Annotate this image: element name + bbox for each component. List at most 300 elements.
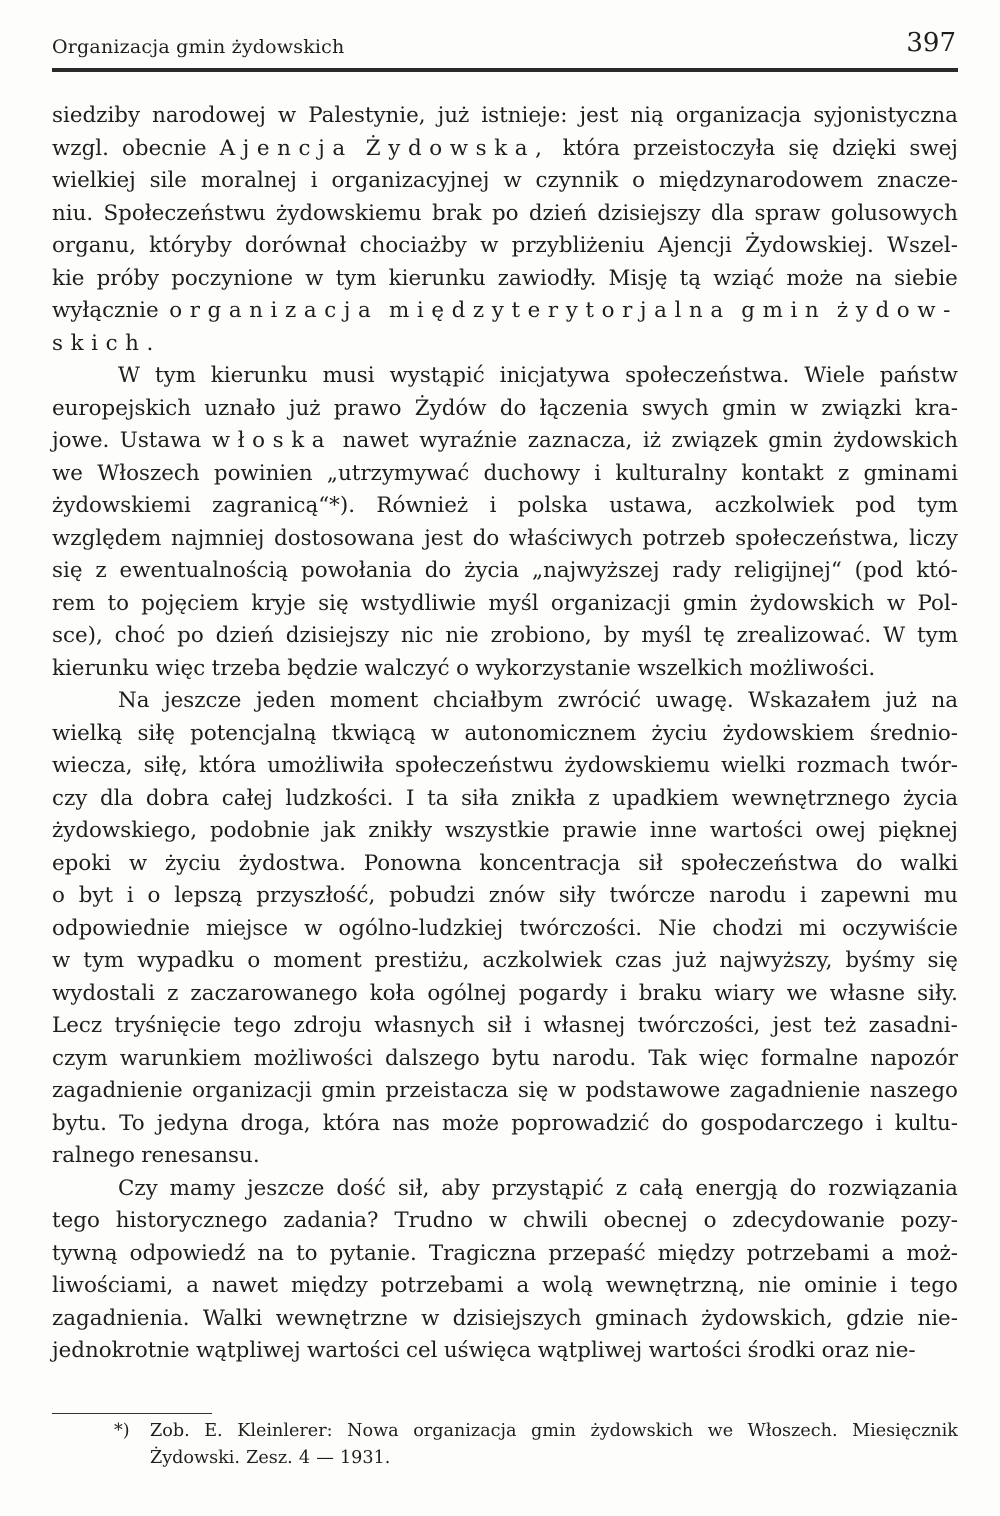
word: nawet	[342, 428, 409, 453]
word: pięknej	[878, 818, 958, 843]
word: siły.	[917, 980, 958, 1006]
word: któ-	[916, 558, 958, 583]
footnote-word: —	[316, 1448, 334, 1468]
word: o	[147, 883, 161, 908]
word: całej	[221, 785, 273, 811]
word: społeczeństwa.	[625, 363, 790, 388]
word: potrzeb	[642, 525, 726, 551]
word: moralnej	[200, 168, 297, 193]
word: ralnego	[52, 1143, 135, 1168]
word: między	[290, 1273, 368, 1298]
word: gmin	[741, 298, 827, 323]
footnote-word: Zesz.	[246, 1448, 293, 1468]
word: Ustawa	[119, 428, 202, 453]
word: polska	[517, 493, 588, 518]
word: dzisiejszych	[452, 1305, 582, 1331]
word: kie	[52, 265, 85, 291]
word: tę	[703, 623, 725, 648]
word: myśl	[641, 623, 692, 648]
word: prawie	[562, 818, 638, 843]
word: wolą	[542, 1273, 593, 1298]
word: Ajencja	[219, 135, 353, 161]
word: dobra	[145, 785, 210, 811]
footnote-word: Kleinlerer:	[237, 1421, 333, 1441]
footnote-word: 1931.	[339, 1448, 391, 1468]
word: umożliwiła	[267, 753, 384, 778]
text-line	[52, 263, 958, 296]
footnote-word: organizacja	[413, 1421, 517, 1441]
word: Ponowna	[363, 850, 462, 876]
word: kierunku	[52, 655, 149, 681]
word: poprowadzić	[511, 1110, 650, 1136]
word: czy	[52, 785, 88, 811]
word: już	[674, 948, 707, 973]
word: Na	[118, 688, 150, 713]
word: naszego	[869, 1078, 958, 1103]
word: Nie	[658, 915, 697, 941]
word: zdecydowanie	[732, 1208, 885, 1233]
word: Również	[376, 493, 469, 518]
word: związki	[821, 395, 902, 421]
word: dostosowana	[274, 525, 415, 551]
word: do	[661, 1110, 689, 1136]
word: obecnej	[603, 1208, 688, 1233]
word: ewentualnością	[119, 558, 289, 583]
word: trzeba	[211, 655, 281, 681]
word: mu	[923, 883, 958, 908]
word: pogardy	[518, 980, 608, 1006]
word: może	[786, 265, 844, 291]
word: napozór	[870, 1045, 958, 1071]
word: przyszłość,	[256, 883, 376, 908]
footnote-word: Miesięcznik	[852, 1421, 958, 1441]
word: dzień	[528, 200, 588, 226]
word: rozmach	[796, 753, 890, 778]
word: średnio-	[869, 720, 958, 746]
word: nie-	[875, 1338, 916, 1363]
text-line	[52, 425, 958, 458]
word: Lecz	[52, 1013, 103, 1038]
word: więc	[698, 1045, 749, 1071]
word: rozwiązania	[828, 1175, 958, 1201]
word: walczyć	[364, 655, 450, 681]
word: aby	[441, 1175, 480, 1201]
word: względem	[52, 525, 162, 551]
word: siedziby	[52, 103, 141, 128]
footnote-rule	[52, 1413, 212, 1414]
word: na	[931, 688, 958, 713]
word: ta	[427, 785, 449, 811]
word: sił,	[397, 1175, 430, 1201]
word: dzięki	[831, 135, 897, 161]
word: i	[310, 168, 318, 193]
word: w	[503, 168, 522, 193]
word: gmin	[722, 395, 777, 421]
word: organizacyjnej	[331, 168, 490, 193]
word: wielką	[52, 720, 123, 746]
word: wewnętrzne	[275, 1305, 408, 1331]
word: środki	[747, 1338, 816, 1363]
word: kierunku	[210, 363, 308, 388]
footnote-word: Zob.	[150, 1421, 190, 1441]
word: gminami	[863, 460, 958, 486]
word: myśl	[488, 590, 539, 616]
word: zagadnienia.	[52, 1305, 190, 1331]
text-line	[52, 1173, 958, 1206]
word: zagadnienie	[52, 1078, 183, 1103]
word: z	[588, 785, 600, 811]
word: o	[456, 655, 469, 681]
word: Trudno	[394, 1208, 473, 1233]
word: jeszcze	[246, 1175, 325, 1201]
word: gminach	[594, 1305, 688, 1331]
word: w	[480, 233, 499, 258]
footnote-word: we	[707, 1421, 734, 1441]
word: organizacja	[169, 298, 379, 323]
word: koła	[369, 980, 416, 1006]
word: rem	[52, 590, 96, 616]
word: to	[296, 1240, 318, 1266]
word: życia	[464, 558, 520, 583]
text-line	[52, 978, 958, 1011]
footnote-word: E.	[204, 1421, 223, 1441]
text-line	[52, 815, 958, 848]
word: Żydów	[414, 395, 487, 421]
word: kultu-	[894, 1110, 958, 1136]
word: byt	[78, 883, 114, 908]
word: żydowskiemi	[52, 493, 191, 518]
word: chociażby	[359, 233, 467, 258]
word: organizacji	[550, 590, 671, 616]
word: wszystkie	[444, 818, 550, 843]
word: narodu	[709, 883, 787, 908]
word: ludzkości.	[285, 785, 394, 811]
word: dzisiejszy	[597, 200, 701, 226]
word: wstydliwie	[360, 590, 477, 616]
word: wszelkich	[637, 655, 743, 681]
word: inne	[649, 818, 697, 843]
word: do	[472, 525, 500, 551]
word: społeczeństwu	[394, 753, 554, 778]
word: wiecza,	[52, 753, 133, 778]
text-line	[52, 1043, 958, 1076]
word: będzie	[287, 655, 359, 681]
footnote-word: Włoszech.	[747, 1421, 838, 1441]
word: żydowskiem	[722, 720, 855, 746]
word: wewnętrznego	[731, 785, 891, 811]
footnote-word: żydowskich	[590, 1421, 694, 1441]
word: pod	[855, 493, 896, 518]
word: siły	[558, 883, 596, 908]
word: wzgl.	[52, 135, 109, 161]
word: sile	[149, 168, 187, 193]
word: istnieje:	[481, 103, 568, 128]
word: łączenia	[539, 395, 629, 421]
word: do	[855, 850, 883, 876]
word: tą	[679, 265, 702, 291]
word: podstawowe	[585, 1078, 721, 1103]
text-line	[52, 100, 958, 133]
word: bytu.	[52, 1110, 107, 1136]
word: epoki	[52, 850, 112, 876]
word: dla	[710, 200, 745, 226]
text-line	[52, 1238, 958, 1271]
text-line	[52, 198, 958, 231]
word: uwagę.	[655, 688, 734, 713]
word: owej	[815, 818, 866, 843]
word: „najwyższej	[532, 558, 660, 583]
text-line	[52, 1075, 958, 1108]
word: zagadnienie	[729, 1078, 861, 1103]
text-line	[52, 848, 958, 881]
word: Społeczeństwu	[103, 200, 266, 226]
text-line	[52, 913, 958, 946]
word: tego	[52, 1208, 100, 1233]
running-head-title: Organizacja gmin żydowskich	[52, 36, 345, 58]
word: zrealizować.	[736, 623, 872, 648]
word: tego	[910, 1273, 958, 1298]
word: po	[177, 623, 204, 648]
word: pobudzi	[389, 883, 475, 908]
word: znikły	[368, 818, 433, 843]
word: kryje	[251, 590, 306, 616]
text-line	[52, 165, 958, 198]
text-line	[52, 1108, 958, 1141]
word: wziąć	[713, 265, 775, 291]
word: najwyższy,	[719, 948, 833, 973]
word: gospodarczego	[700, 1110, 864, 1136]
word: oraz	[821, 1338, 869, 1363]
word: zagranicą“*).	[212, 493, 355, 518]
word: ominie	[804, 1273, 878, 1298]
word: zapewni	[820, 883, 910, 908]
word: (pod	[854, 558, 904, 583]
word: dość	[336, 1175, 386, 1201]
word: swych	[641, 395, 709, 421]
word: któryby	[149, 233, 232, 258]
footnote-word: Nowa	[347, 1421, 399, 1441]
word: żydowskich	[833, 428, 958, 453]
word: cel	[406, 1338, 438, 1363]
word: i	[126, 883, 134, 908]
word: narodowej	[152, 103, 266, 128]
word: zaczarowanego	[190, 980, 358, 1006]
text-line	[52, 458, 958, 491]
word: ogólnej	[427, 980, 507, 1006]
word: To	[119, 1110, 145, 1136]
word: się	[517, 1078, 549, 1103]
word: historycznego	[115, 1208, 268, 1233]
word: się	[927, 948, 958, 973]
word: moment	[329, 688, 419, 713]
word: europejskich	[52, 395, 192, 421]
word: miejsce	[205, 915, 289, 941]
word: potrzebami	[746, 1240, 870, 1266]
word: własnej	[543, 1013, 626, 1038]
word: przeistoczyła	[633, 135, 776, 161]
word: znikła	[511, 785, 576, 811]
word: z	[615, 1175, 628, 1201]
word: a	[186, 1273, 200, 1298]
word: w	[52, 948, 71, 973]
word: gmin	[321, 1078, 376, 1103]
word: zaznacza,	[527, 428, 633, 453]
word: jest	[424, 525, 464, 551]
word: byśmy	[845, 948, 915, 973]
word: żydowskiemu	[275, 200, 422, 226]
word: międzyterytorjalna	[389, 298, 731, 323]
word: skich.	[52, 330, 161, 356]
word: z	[167, 980, 179, 1006]
word: kra-	[914, 395, 958, 421]
word: w	[886, 590, 906, 616]
word: sce),	[52, 623, 103, 648]
word: nie-	[917, 1305, 958, 1331]
word: przepaść	[548, 1240, 646, 1266]
word: jak	[322, 818, 356, 843]
word: Palestynie,	[308, 103, 426, 128]
word: by	[603, 623, 630, 648]
word: z	[837, 460, 850, 486]
text-line	[52, 1303, 958, 1336]
word: „utrzymywać	[326, 460, 470, 486]
word: zdroju	[293, 1013, 362, 1038]
word: wyłącznie	[52, 298, 159, 323]
word: żydow-	[836, 298, 958, 323]
word: nią	[630, 103, 664, 128]
word: i	[524, 1013, 531, 1038]
word: zwrócić	[557, 688, 642, 713]
word: twór-	[900, 753, 958, 778]
word: pojęciem	[141, 590, 239, 616]
word: żydowskiemu	[564, 753, 711, 778]
word: wartości	[648, 1338, 742, 1363]
word: W	[883, 623, 906, 648]
word: Tak	[648, 1045, 687, 1071]
word: Wiele	[804, 363, 865, 388]
word: siłę	[137, 720, 175, 746]
word: życia	[903, 785, 958, 811]
word: oczywiście	[842, 915, 958, 941]
word: włoska	[211, 428, 333, 453]
word: wątpliwej	[537, 1338, 643, 1363]
word: i	[619, 980, 627, 1006]
text-line	[52, 685, 958, 718]
word: tego	[233, 1013, 282, 1038]
word: już	[885, 688, 917, 713]
word: Ajencji	[657, 233, 732, 258]
word: wewnętrzną,	[605, 1273, 746, 1298]
word: twórczości.	[519, 915, 643, 941]
word: próby	[96, 265, 160, 291]
word: ogólno-ludzkiej	[338, 915, 504, 941]
word: tym	[917, 623, 958, 648]
word: w	[431, 720, 450, 746]
word: dzisiejszy	[285, 623, 390, 648]
word: znacze-	[877, 168, 958, 193]
word: i	[890, 1273, 898, 1298]
word: na	[257, 1240, 285, 1266]
word: w	[488, 1208, 508, 1233]
word: chodzi	[712, 915, 783, 941]
text-line	[52, 653, 958, 686]
word: w	[304, 915, 323, 941]
word: tym	[335, 265, 377, 291]
word: państw	[879, 363, 958, 388]
word: zasadni-	[868, 1013, 958, 1038]
word: W	[118, 363, 140, 388]
word: we	[786, 980, 818, 1006]
word: nawet	[211, 1273, 279, 1298]
word: najmniej	[171, 525, 265, 551]
word: się	[52, 558, 83, 583]
word: żydowskich	[749, 590, 875, 616]
word: która	[198, 753, 257, 778]
word: autonomicznem	[464, 720, 637, 746]
word: żydowskiego,	[52, 818, 198, 843]
word: dalszego	[384, 1045, 480, 1071]
word: i	[489, 493, 497, 518]
footnote-word: 4	[298, 1448, 311, 1468]
text-line	[52, 1140, 958, 1173]
word: energją	[695, 1175, 778, 1201]
header-rule	[52, 68, 958, 72]
word: chciałbym	[432, 688, 544, 713]
word: formalne	[760, 1045, 859, 1071]
word: mi	[798, 915, 827, 941]
word: wartości	[307, 1338, 400, 1363]
word: tryśnięcie	[114, 1013, 222, 1038]
word: jest	[579, 103, 619, 128]
word: zrobiono,	[490, 623, 592, 648]
word: golusowych	[830, 200, 958, 226]
word: i	[800, 883, 807, 908]
word: się	[788, 135, 819, 161]
word: o	[52, 883, 65, 908]
text-line	[52, 750, 958, 783]
word: I	[406, 785, 415, 811]
word: życiu	[651, 720, 708, 746]
word: przeistacza	[385, 1078, 509, 1103]
word: wartości	[709, 818, 803, 843]
word: już	[288, 395, 321, 421]
word: droga,	[240, 1110, 311, 1136]
text-line	[52, 1205, 958, 1238]
footnote-line	[52, 1418, 958, 1445]
word: w	[789, 395, 809, 421]
word: koncentracja	[479, 850, 621, 876]
word: jeden	[255, 688, 316, 713]
word: czynnik	[535, 168, 619, 193]
word: ustawa,	[609, 493, 694, 518]
word: jowe.	[52, 428, 110, 453]
text-line	[52, 555, 958, 588]
word: aczkolwiek	[714, 493, 835, 518]
body-text	[52, 100, 958, 1368]
text-line	[52, 945, 958, 978]
word: więc	[155, 655, 206, 681]
text-line	[52, 718, 958, 751]
word: tym	[154, 363, 196, 388]
word: o	[247, 948, 261, 973]
word: która	[562, 135, 621, 161]
word: potrzebami	[380, 1273, 504, 1298]
word: odpowiedź	[129, 1240, 246, 1266]
word: jest	[772, 1013, 812, 1038]
word: wiary	[714, 980, 775, 1006]
word: kulturalny	[615, 460, 727, 486]
word: duchowy	[483, 460, 581, 486]
